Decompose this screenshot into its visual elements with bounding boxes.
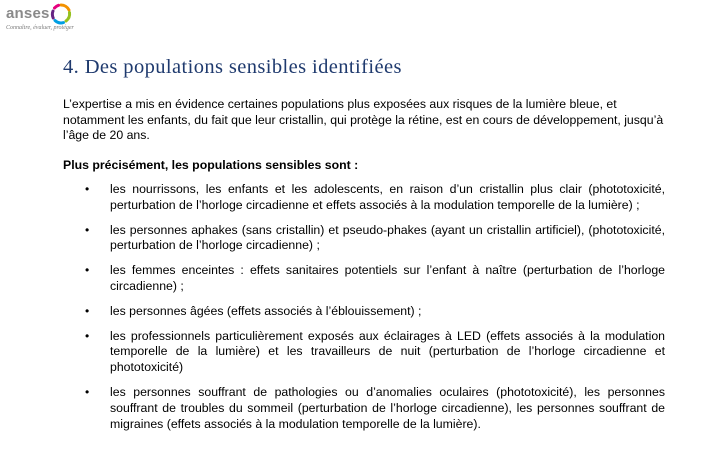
list-item-text: les personnes âgées (effets associés à l’éblouissement) ;	[110, 303, 422, 318]
sensitive-populations-list	[0, 182, 719, 441]
bullet-icon: •	[85, 328, 90, 343]
list-item-text: les professionnels particulièrement exposés aux éclairages à LED (effets associés à la modulation temporelle de la lumière) et les travailleurs de nuit (perturbation de l’horloge circadienne et phototoxicité)	[110, 328, 665, 375]
logo-wordmark: anses	[6, 5, 50, 22]
list-item	[85, 182, 665, 214]
bullet-icon: •	[85, 263, 90, 278]
list-item-text: les femmes enceintes : effets sanitaires potentiels sur l’enfant à naître (perturbation de l’horloge circadienne) ;	[110, 263, 665, 293]
bullet-icon: •	[85, 303, 90, 318]
list-item	[85, 263, 665, 295]
anses-logo	[4, 2, 114, 36]
bullet-icon: •	[85, 384, 90, 399]
logo-tagline: Connaître, évaluer, protéger	[6, 25, 74, 31]
list-item-text: les personnes souffrant de pathologies ou d’anomalies oculaires (phototoxicité), les personnes souffrant de troubles du sommeil (perturbation de l’horloge circadienne), les personnes souffrant de migraines (effets associés à la modulation temporelle de la lumière).	[110, 384, 665, 431]
section-title: 4. Des populations sensibles identifiées	[63, 56, 402, 78]
bullet-icon: •	[85, 222, 90, 237]
list-item-text: les personnes aphakes (sans cristallin) et pseudo-phakes (ayant un cristallin artificiel), (phototoxicité, perturbation de l’horloge circadienne) ;	[110, 222, 665, 253]
list-item	[85, 328, 665, 376]
list-item	[85, 222, 665, 255]
lead-sentence: Plus précisément, les populations sensibles sont :	[63, 158, 359, 172]
bullet-icon: •	[85, 182, 90, 196]
list-item	[85, 303, 665, 320]
list-item-text: les nourrissons, les enfants et les adolescents, en raison d’un cristallin plus clair (phototoxicité, perturbation de l’horloge circadienne et effets associés à la modulation temporelle de la lumière) ;	[110, 182, 665, 212]
list-item	[85, 384, 665, 432]
intro-paragraph: L’expertise a mis en évidence certaines populations plus exposées aux risques de la lumière bleue, et notamment les enfants, du fait que leur cristallin, qui protège la rétine, est en cours de développement, jusqu’à l’âge de 20 ans.	[63, 97, 664, 143]
logo-ring-icon	[50, 3, 72, 25]
